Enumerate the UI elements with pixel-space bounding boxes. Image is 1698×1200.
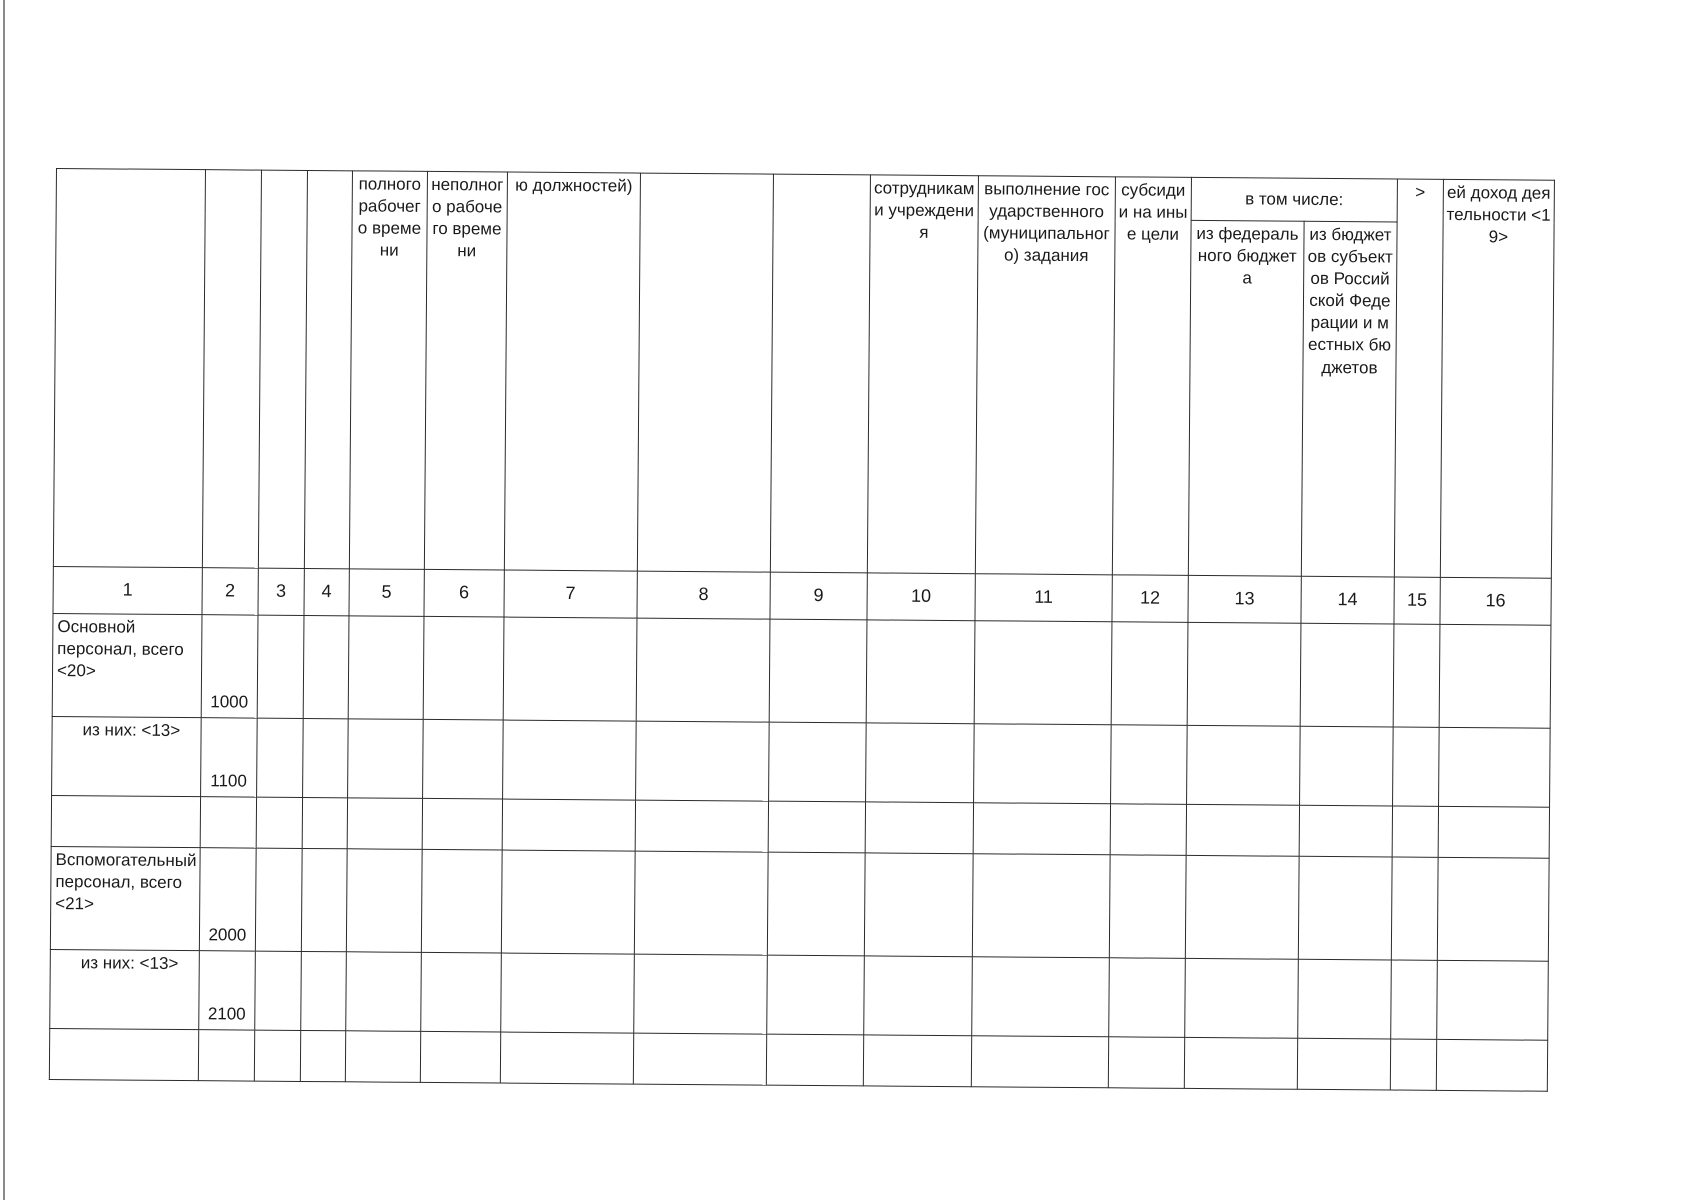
data-cell [421, 952, 502, 1032]
column-number: 9 [770, 572, 867, 620]
data-cell [256, 797, 302, 848]
data-cell [1299, 726, 1393, 806]
header-cell-12: субсидии на иные цели [1112, 177, 1191, 576]
data-cell [866, 620, 975, 724]
column-number: 13 [1188, 575, 1301, 623]
data-cell [346, 849, 422, 953]
data-cell [768, 722, 866, 802]
data-cell [767, 852, 865, 956]
header-cell-5: полного рабочего времени [349, 171, 427, 570]
row-code: 1100 [200, 718, 257, 797]
column-number: 14 [1301, 576, 1394, 624]
table-row [49, 1028, 1547, 1091]
header-cell-16: ей доход деятельности <19> [1440, 179, 1554, 578]
staff-table [49, 168, 1555, 1092]
row-label [51, 795, 200, 847]
table-row [50, 846, 1549, 961]
data-cell [302, 718, 348, 797]
header-cell-9 [770, 174, 870, 573]
data-cell [1297, 1038, 1390, 1090]
header-cell-13: из федерального бюджета [1188, 220, 1304, 576]
table-header-row [56, 169, 1554, 224]
column-number: 11 [975, 574, 1112, 622]
data-cell [1390, 1039, 1436, 1090]
data-cell [1436, 1039, 1547, 1091]
column-number: 5 [349, 569, 424, 617]
data-cell [634, 851, 768, 955]
row-label: Вспомогательный персонал, всего <21> [50, 846, 200, 950]
data-cell [1110, 725, 1187, 805]
data-cell [865, 723, 974, 803]
data-cell [971, 1036, 1108, 1088]
data-cell [865, 802, 973, 854]
data-cell [635, 721, 769, 801]
data-cell [422, 719, 503, 799]
data-cell [301, 951, 347, 1030]
table-row [50, 949, 1548, 1040]
header-cell-15: > [1394, 179, 1443, 577]
header-cell-10: сотрудниками учреждения [867, 175, 978, 574]
data-cell [1392, 806, 1438, 857]
data-cell [300, 1030, 345, 1081]
header-cell-8 [637, 173, 773, 572]
column-number: 8 [637, 571, 770, 619]
header-cell-6: неполного рабочего времени [424, 171, 507, 570]
data-cell [255, 951, 302, 1030]
data-cell [1185, 855, 1299, 959]
data-cell [1298, 959, 1392, 1039]
data-cell [972, 854, 1110, 958]
data-cell [768, 801, 865, 853]
data-cell [301, 848, 347, 951]
data-cell [302, 797, 347, 848]
data-cell [503, 617, 637, 721]
data-cell [1185, 958, 1299, 1038]
header-cell-4 [304, 170, 352, 568]
page-edge-line [3, 0, 5, 1200]
header-cell-1 [53, 169, 205, 568]
data-cell [633, 1033, 766, 1085]
column-number: 12 [1112, 575, 1188, 623]
data-cell [1300, 623, 1394, 727]
data-cell [421, 849, 502, 953]
data-cell [254, 1030, 300, 1081]
data-cell [303, 615, 349, 718]
data-cell [634, 954, 768, 1034]
data-cell [1391, 960, 1438, 1039]
column-number: 2 [202, 568, 258, 615]
row-code [200, 797, 256, 848]
data-cell [1111, 622, 1188, 726]
data-cell [257, 615, 304, 718]
column-number: 3 [258, 568, 304, 615]
header-cell-14: из бюджетов субъектов Российской Федерации и местных бюджетов [1301, 221, 1397, 577]
data-cell [767, 955, 865, 1035]
row-label: из них: <13> [50, 949, 200, 1029]
data-cell [502, 799, 635, 851]
data-cell [502, 720, 636, 800]
data-cell [256, 718, 303, 797]
header-group-label: в том числе: [1191, 177, 1397, 222]
data-cell [1298, 856, 1392, 960]
data-cell [346, 952, 422, 1032]
data-cell [769, 619, 867, 723]
data-cell [1186, 804, 1299, 856]
header-cell-7: ю должностей) [504, 172, 640, 571]
data-cell [1186, 725, 1300, 805]
data-cell [1110, 804, 1186, 856]
data-cell [1109, 855, 1186, 959]
data-cell [973, 803, 1110, 855]
data-cell [766, 1034, 863, 1086]
row-code: 1000 [201, 615, 258, 718]
data-cell [347, 719, 423, 799]
data-cell [1393, 624, 1440, 727]
data-cell [1109, 958, 1186, 1038]
data-cell [1437, 857, 1549, 961]
data-cell [1391, 857, 1438, 960]
column-number: 4 [304, 568, 349, 615]
row-code: 2000 [199, 848, 256, 951]
row-label: из них: <13> [52, 716, 202, 796]
data-cell [347, 798, 422, 850]
data-cell [501, 953, 635, 1033]
data-cell [1184, 1037, 1297, 1089]
data-cell [423, 616, 504, 720]
data-cell [973, 724, 1111, 804]
data-cell [501, 850, 635, 954]
data-cell [1108, 1037, 1184, 1089]
data-cell [864, 956, 973, 1036]
data-cell [1392, 727, 1439, 806]
column-number: 7 [504, 570, 637, 618]
data-cell [420, 1031, 500, 1083]
data-cell [864, 853, 973, 957]
column-number: 16 [1440, 577, 1551, 625]
data-cell [1438, 806, 1549, 858]
row-code: 2100 [199, 951, 256, 1030]
data-cell [1437, 960, 1549, 1040]
header-cell-2 [202, 170, 261, 568]
header-cell-3 [258, 170, 307, 568]
data-cell [1187, 622, 1301, 726]
data-cell [422, 798, 502, 850]
column-number: 10 [867, 573, 975, 621]
table-row [52, 716, 1550, 807]
row-label: Основной персонал, всего <20> [52, 613, 202, 717]
header-cell-11: выполнение государственного (муниципального) задания [975, 176, 1115, 575]
table-row [52, 613, 1551, 728]
data-cell [1438, 727, 1550, 807]
column-number: 1 [53, 566, 202, 614]
column-number: 6 [424, 569, 504, 617]
data-cell [972, 957, 1110, 1037]
data-cell [1299, 805, 1392, 857]
data-cell [255, 848, 302, 951]
column-number: 15 [1394, 577, 1440, 624]
row-code [198, 1030, 254, 1081]
data-cell [635, 800, 768, 852]
data-cell [974, 621, 1112, 725]
data-cell [348, 616, 424, 720]
data-cell [1439, 624, 1551, 728]
data-cell [345, 1031, 420, 1083]
staff-table-sheet [49, 168, 1555, 1092]
row-label [49, 1028, 198, 1080]
data-cell [500, 1032, 633, 1084]
data-cell [636, 618, 770, 722]
data-cell [863, 1035, 971, 1087]
